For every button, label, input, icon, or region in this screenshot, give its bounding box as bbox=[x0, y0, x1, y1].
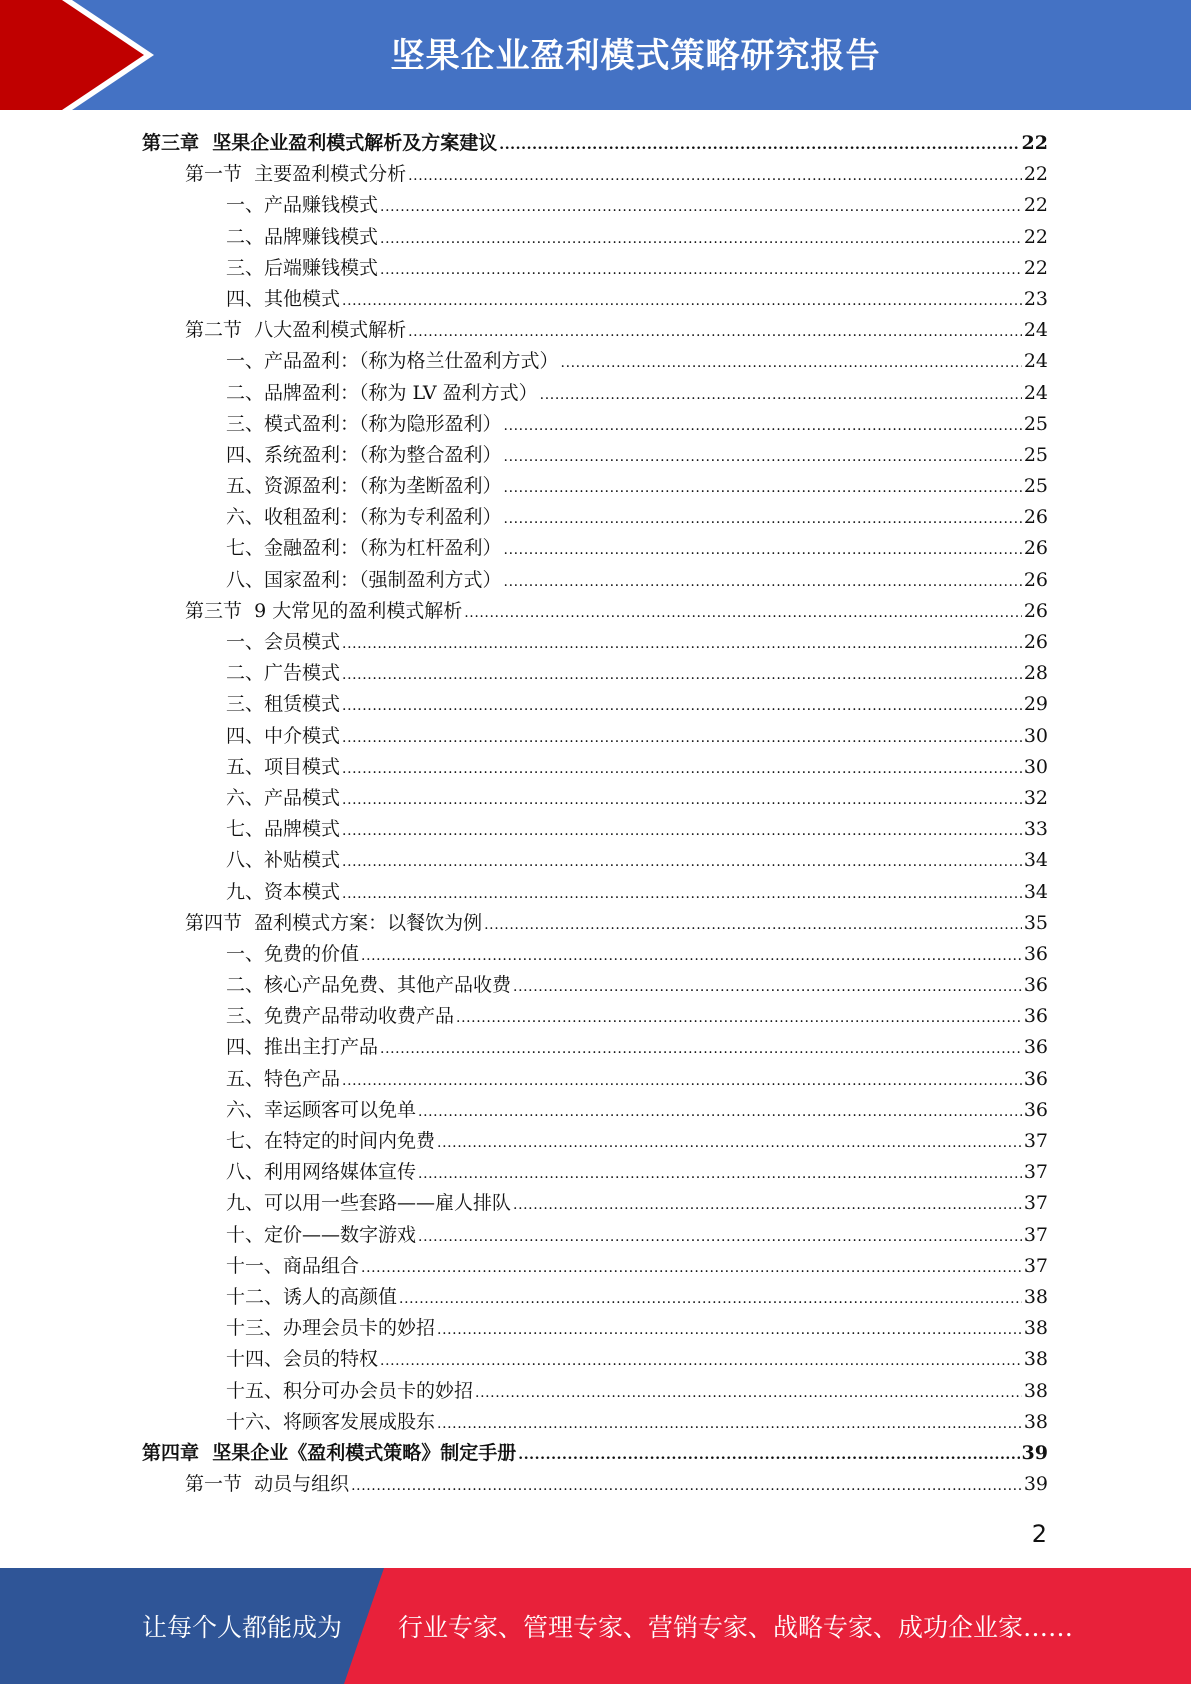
toc-dot-leader bbox=[361, 939, 1022, 972]
toc-entry-label: 四、中介模式 bbox=[226, 724, 341, 747]
toc-entry[interactable] bbox=[142, 689, 1048, 720]
toc-dot-leader bbox=[418, 1220, 1022, 1253]
toc-dot-leader bbox=[418, 1095, 1022, 1128]
toc-entry-label: 八、国家盈利：（强制盈利方式） bbox=[226, 568, 502, 591]
toc-entry-page: 24 bbox=[1023, 350, 1048, 373]
toc-entry-page: 36 bbox=[1023, 1098, 1048, 1121]
toc-dot-leader bbox=[437, 1313, 1022, 1346]
toc-entry[interactable] bbox=[142, 533, 1048, 564]
toc-dot-leader bbox=[540, 378, 1022, 411]
toc-entry[interactable] bbox=[142, 409, 1048, 440]
toc-entry-page: 34 bbox=[1023, 849, 1048, 872]
toc-entry-label: 六、收租盈利：（称为专利盈利） bbox=[226, 506, 502, 529]
toc-entry[interactable] bbox=[142, 845, 1048, 876]
toc-dot-leader bbox=[504, 409, 1022, 442]
toc-entry-page: 25 bbox=[1023, 412, 1048, 435]
toc-entry-page: 37 bbox=[1023, 1192, 1048, 1215]
toc-entry-page: 22 bbox=[1023, 225, 1048, 248]
toc-entry[interactable] bbox=[142, 596, 1048, 627]
toc-entry-label: 二、核心产品免费、其他产品收费 bbox=[226, 974, 512, 997]
toc-entry-label: 三、租赁模式 bbox=[226, 693, 341, 716]
table-of-contents bbox=[142, 128, 1048, 1500]
toc-entry[interactable] bbox=[142, 1064, 1048, 1095]
toc-entry-label: 第一节 动员与组织 bbox=[185, 1473, 350, 1496]
toc-entry-page: 39 bbox=[1023, 1473, 1048, 1496]
toc-entry-label: 五、特色产品 bbox=[226, 1067, 341, 1090]
toc-dot-leader bbox=[342, 877, 1022, 910]
toc-entry-label: 七、金融盈利：（称为杠杆盈利） bbox=[226, 537, 502, 560]
toc-entry-page: 32 bbox=[1023, 786, 1048, 809]
toc-entry-page: 38 bbox=[1023, 1317, 1048, 1340]
toc-dot-leader bbox=[504, 533, 1022, 566]
toc-entry-page: 37 bbox=[1023, 1254, 1048, 1277]
toc-dot-leader bbox=[504, 565, 1022, 598]
toc-dot-leader bbox=[437, 1407, 1022, 1440]
toc-entry-page: 38 bbox=[1023, 1348, 1048, 1371]
toc-entry[interactable] bbox=[142, 1313, 1048, 1344]
toc-entry-page: 36 bbox=[1023, 1036, 1048, 1059]
toc-entry-page: 26 bbox=[1023, 537, 1048, 560]
toc-entry[interactable] bbox=[142, 346, 1048, 377]
toc-entry-label: 十四、会员的特权 bbox=[226, 1348, 379, 1371]
toc-entry-label: 七、品牌模式 bbox=[226, 818, 341, 841]
report-title: 坚果企业盈利模式策略研究报告 bbox=[390, 36, 881, 76]
toc-entry-label: 二、品牌盈利：（称为 LV 盈利方式） bbox=[226, 381, 538, 404]
toc-entry-page: 37 bbox=[1023, 1223, 1048, 1246]
toc-dot-leader bbox=[504, 471, 1022, 504]
toc-entry-page: 36 bbox=[1023, 942, 1048, 965]
toc-entry-page: 35 bbox=[1023, 911, 1048, 934]
toc-entry-label: 第四节 盈利模式方案：以餐饮为例 bbox=[185, 911, 483, 934]
toc-entry[interactable] bbox=[142, 939, 1048, 970]
toc-entry[interactable] bbox=[142, 222, 1048, 253]
toc-entry-label: 一、会员模式 bbox=[226, 631, 341, 653]
toc-entry-label: 十、定价——数字游戏 bbox=[226, 1223, 417, 1246]
toc-entry[interactable] bbox=[142, 1001, 1048, 1032]
toc-entry[interactable] bbox=[142, 1438, 1048, 1469]
toc-dot-leader bbox=[561, 346, 1022, 379]
toc-entry-label: 十六、将顾客发展成股东 bbox=[226, 1410, 436, 1433]
toc-entry[interactable] bbox=[142, 1220, 1048, 1251]
toc-entry-label: 三、后端赚钱模式 bbox=[226, 256, 379, 279]
toc-dot-leader bbox=[342, 284, 1022, 317]
toc-entry[interactable] bbox=[142, 1126, 1048, 1157]
toc-entry[interactable] bbox=[142, 721, 1048, 752]
toc-entry[interactable] bbox=[142, 159, 1048, 190]
toc-dot-leader bbox=[342, 814, 1022, 847]
toc-entry[interactable] bbox=[142, 1344, 1048, 1375]
toc-dot-leader bbox=[342, 689, 1022, 722]
toc-dot-leader bbox=[504, 440, 1022, 473]
toc-entry-page: 37 bbox=[1023, 1130, 1048, 1152]
footer-slogan-right: 行业专家、管理专家、营销专家、战略专家、成功企业家…… bbox=[398, 1613, 1074, 1642]
toc-entry-label: 八、利用网络媒体宣传 bbox=[226, 1161, 417, 1184]
toc-entry-label: 四、推出主打产品 bbox=[226, 1036, 379, 1059]
toc-dot-leader bbox=[518, 1438, 1019, 1471]
toc-entry-page: 30 bbox=[1023, 724, 1048, 747]
toc-entry-label: 三、模式盈利：（称为隐形盈利） bbox=[226, 412, 502, 435]
toc-entry-label: 十五、积分可办会员卡的妙招 bbox=[226, 1379, 474, 1402]
toc-entry-page: 22 bbox=[1023, 256, 1048, 279]
toc-entry-page: 22 bbox=[1023, 194, 1048, 217]
toc-entry-label: 第二节 八大盈利模式解析 bbox=[185, 319, 407, 342]
toc-entry-label: 九、可以用一些套路——雇人排队 bbox=[226, 1192, 512, 1215]
toc-dot-leader bbox=[408, 159, 1022, 192]
toc-entry-page: 24 bbox=[1023, 381, 1048, 404]
toc-entry[interactable] bbox=[142, 1407, 1048, 1438]
toc-entry-label: 二、品牌赚钱模式 bbox=[226, 225, 379, 248]
toc-dot-leader bbox=[342, 1064, 1022, 1097]
toc-entry-page: 38 bbox=[1023, 1410, 1048, 1433]
toc-entry-label: 一、产品盈利：（称为格兰仕盈利方式） bbox=[226, 350, 559, 373]
toc-entry-page: 24 bbox=[1023, 319, 1048, 342]
toc-dot-leader bbox=[418, 1157, 1022, 1190]
toc-entry[interactable] bbox=[142, 284, 1048, 315]
toc-entry-page: 30 bbox=[1023, 755, 1048, 778]
toc-dot-leader bbox=[380, 190, 1022, 223]
toc-entry-page: 38 bbox=[1023, 1285, 1048, 1308]
toc-entry-label: 十三、办理会员卡的妙招 bbox=[226, 1317, 436, 1340]
toc-entry-page: 34 bbox=[1023, 880, 1048, 903]
toc-entry-page: 29 bbox=[1023, 693, 1048, 716]
toc-entry-label: 一、产品赚钱模式 bbox=[226, 194, 379, 217]
toc-entry[interactable] bbox=[142, 877, 1048, 908]
toc-dot-leader bbox=[342, 752, 1022, 785]
toc-dot-leader bbox=[475, 1376, 1022, 1409]
toc-entry-page: 25 bbox=[1023, 443, 1048, 466]
toc-dot-leader bbox=[342, 845, 1022, 878]
red-arrow-decoration bbox=[0, 0, 150, 110]
toc-entry-label: 第四章 坚果企业《盈利模式策略》制定手册 bbox=[142, 1441, 517, 1464]
toc-entry-label: 第三节 9 大常见的盈利模式解析 bbox=[185, 599, 463, 622]
toc-entry-page: 26 bbox=[1023, 568, 1048, 591]
toc-entry[interactable] bbox=[142, 970, 1048, 1001]
toc-dot-leader bbox=[513, 1188, 1022, 1221]
toc-dot-leader bbox=[437, 1126, 1022, 1159]
toc-entry[interactable] bbox=[142, 315, 1048, 346]
toc-entry[interactable] bbox=[142, 565, 1048, 596]
toc-dot-leader bbox=[342, 783, 1022, 816]
toc-dot-leader bbox=[504, 502, 1022, 535]
toc-entry-page: 39 bbox=[1021, 1441, 1048, 1464]
toc-entry-label: 三、免费产品带动收费产品 bbox=[226, 1005, 455, 1028]
toc-entry-label: 四、其他模式 bbox=[226, 287, 341, 310]
page-number: 2 bbox=[1031, 1520, 1047, 1548]
toc-dot-leader bbox=[342, 721, 1022, 754]
toc-entry[interactable] bbox=[142, 1282, 1048, 1313]
toc-dot-leader bbox=[351, 1469, 1022, 1502]
toc-entry-label: 第一节 主要盈利模式分析 bbox=[185, 163, 407, 186]
toc-entry-page: 33 bbox=[1023, 818, 1048, 841]
toc-dot-leader bbox=[380, 222, 1022, 255]
toc-entry-page: 26 bbox=[1023, 599, 1048, 622]
toc-dot-leader bbox=[380, 253, 1022, 286]
toc-entry[interactable] bbox=[142, 1157, 1048, 1188]
toc-entry-page: 28 bbox=[1023, 662, 1048, 685]
toc-dot-leader bbox=[399, 1282, 1022, 1315]
toc-dot-leader bbox=[499, 128, 1019, 161]
toc-entry[interactable] bbox=[142, 783, 1048, 814]
toc-entry-label: 五、资源盈利：（称为垄断盈利） bbox=[226, 475, 502, 498]
toc-entry[interactable] bbox=[142, 1188, 1048, 1219]
toc-entry[interactable] bbox=[142, 1469, 1048, 1500]
toc-entry-label: 十二、诱人的高颜值 bbox=[226, 1285, 398, 1308]
toc-entry-label: 十一、商品组合 bbox=[226, 1254, 360, 1277]
toc-entry-page: 36 bbox=[1023, 1067, 1048, 1090]
toc-entry[interactable] bbox=[142, 440, 1048, 471]
toc-entry-label: 二、广告模式 bbox=[226, 662, 341, 685]
toc-dot-leader bbox=[342, 627, 1022, 660]
toc-entry[interactable] bbox=[142, 190, 1048, 221]
toc-entry-page: 22 bbox=[1021, 132, 1048, 154]
toc-entry-page: 22 bbox=[1023, 163, 1048, 186]
toc-entry[interactable] bbox=[142, 378, 1048, 409]
toc-entry-page: 36 bbox=[1023, 1005, 1048, 1028]
page-header bbox=[0, 0, 1191, 110]
toc-entry[interactable] bbox=[142, 1032, 1048, 1063]
toc-entry[interactable] bbox=[142, 814, 1048, 845]
toc-entry-page: 23 bbox=[1023, 287, 1048, 310]
toc-entry-label: 一、免费的价值 bbox=[226, 942, 360, 965]
toc-entry-page: 26 bbox=[1023, 506, 1048, 529]
toc-entry[interactable] bbox=[142, 502, 1048, 533]
footer-slogan-left: 让每个人都能成为 bbox=[142, 1613, 343, 1642]
toc-entry[interactable] bbox=[142, 1095, 1048, 1126]
toc-dot-leader bbox=[361, 1251, 1022, 1284]
toc-entry[interactable] bbox=[142, 253, 1048, 284]
toc-entry[interactable] bbox=[142, 471, 1048, 502]
toc-entry[interactable] bbox=[142, 627, 1048, 658]
toc-entry[interactable] bbox=[142, 908, 1048, 939]
toc-dot-leader bbox=[342, 658, 1022, 691]
toc-entry-label: 五、项目模式 bbox=[226, 755, 341, 778]
toc-entry-label: 四、系统盈利：（称为整合盈利） bbox=[226, 443, 502, 466]
toc-entry-page: 25 bbox=[1023, 475, 1048, 498]
toc-entry-label: 六、幸运顾客可以免单 bbox=[226, 1098, 417, 1121]
toc-dot-leader bbox=[380, 1344, 1022, 1377]
toc-entry-label: 第三章 坚果企业盈利模式解析及方案建议 bbox=[142, 132, 498, 154]
toc-dot-leader bbox=[464, 596, 1022, 629]
toc-dot-leader bbox=[456, 1001, 1022, 1034]
toc-entry-page: 36 bbox=[1023, 974, 1048, 997]
toc-entry-label: 八、补贴模式 bbox=[226, 849, 341, 872]
toc-dot-leader bbox=[513, 970, 1022, 1003]
toc-entry[interactable] bbox=[142, 1251, 1048, 1282]
toc-entry-page: 26 bbox=[1023, 631, 1048, 653]
toc-entry[interactable] bbox=[142, 128, 1048, 159]
toc-entry[interactable] bbox=[142, 752, 1048, 783]
toc-dot-leader bbox=[484, 908, 1022, 941]
toc-dot-leader bbox=[380, 1032, 1022, 1065]
toc-entry-label: 九、资本模式 bbox=[226, 880, 341, 903]
toc-entry[interactable] bbox=[142, 1376, 1048, 1407]
toc-entry-label: 六、产品模式 bbox=[226, 786, 341, 809]
toc-dot-leader bbox=[408, 315, 1022, 348]
toc-entry-page: 37 bbox=[1023, 1161, 1048, 1184]
toc-entry-page: 38 bbox=[1023, 1379, 1048, 1402]
page-footer bbox=[0, 1568, 1191, 1684]
toc-entry[interactable] bbox=[142, 658, 1048, 689]
toc-entry-label: 七、在特定的时间内免费 bbox=[226, 1130, 436, 1152]
